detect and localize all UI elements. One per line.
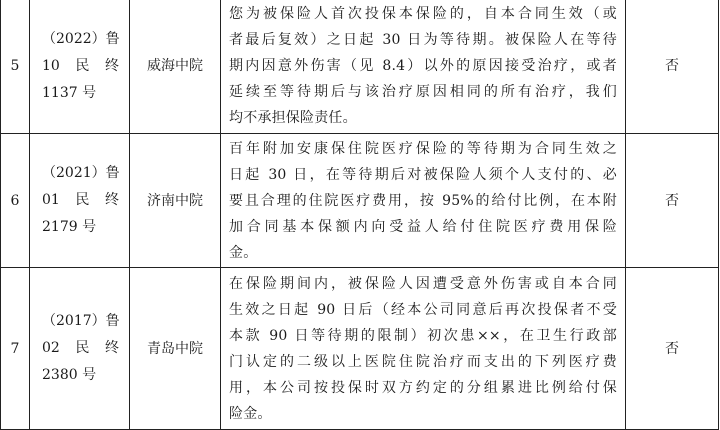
clause-line: 在保险期间内，被保险人因遭受意外伤害或自本合同 (229, 275, 617, 292)
case-number (30, 268, 130, 430)
case-number (30, 0, 130, 134)
clause-line: 期内因意外伤害（见 8.4）以外的原因接受治疗，或者 (229, 58, 617, 74)
clause-line: 金。 (229, 244, 258, 261)
clause-text (221, 134, 626, 268)
table-row (1, 134, 719, 268)
row-number: 5 (1, 0, 30, 134)
row-number: 6 (1, 134, 30, 268)
clause-line: 百年附加安康保住院医疗保险的等待期为合同生效之 (229, 140, 617, 157)
clause-text (221, 0, 626, 134)
clause-line: 加合同基本保额内向受益人给付住院医疗费用保险 (229, 218, 617, 235)
case-number-line: （2021）鲁 (42, 165, 120, 181)
case-number-line: （2017）鲁 (42, 313, 120, 329)
court-name: 威海中院 (130, 0, 221, 134)
clause-line: 生效之日起 90 日后（经本公司同意后再次投保者不受 (229, 301, 617, 318)
clause-line: 要且合理的住院医疗费用，按 95%的给付比例，在本附 (229, 192, 617, 209)
table-row (1, 268, 719, 430)
court-name: 青岛中院 (130, 268, 221, 430)
case-number-line: （2022）鲁 (42, 30, 120, 47)
clause-line: 您为被保险人首次投保本保险的，自本合同生效（或 (229, 6, 617, 22)
clause-line: 用，本公司按投保时双方约定的分组累进比例给付保 (229, 379, 617, 396)
case-number-line: 1137 号 (42, 84, 97, 101)
case-number-line: 01 民 终 (42, 192, 119, 208)
court-name: 济南中院 (130, 134, 221, 268)
row-number: 7 (1, 268, 30, 430)
clause-line: 延续至等待期后与该治疗原因相同的所有治疗，我们 (229, 84, 617, 100)
case-number (30, 134, 130, 268)
table-row (1, 0, 719, 134)
clause-line: 均不承担保险责任。 (229, 110, 357, 126)
clause-line: 者最后复效）之日起 30 日为等待期。被保险人在等待 (229, 32, 617, 48)
case-number-line: 2380 号 (42, 367, 97, 383)
clause-text (221, 268, 626, 430)
result-cell: 否 (626, 268, 719, 430)
clause-line: 门认定的二级以上医院住院治疗而支出的下列医疗费 (229, 353, 617, 370)
case-number-line: 02 民 终 (42, 340, 119, 356)
case-number-line: 2179 号 (42, 219, 97, 235)
clause-line: 日起 30 日，在等待期后对被保险人须个人支付的、必 (229, 166, 617, 183)
clause-line: 险金。 (229, 405, 272, 422)
result-cell: 否 (626, 0, 719, 134)
result-cell: 否 (626, 134, 719, 268)
clause-line: 本款 90 日等待期的限制）初次患××，在卫生行政部 (229, 327, 617, 344)
case-number-line: 10 民 终 (42, 57, 119, 74)
